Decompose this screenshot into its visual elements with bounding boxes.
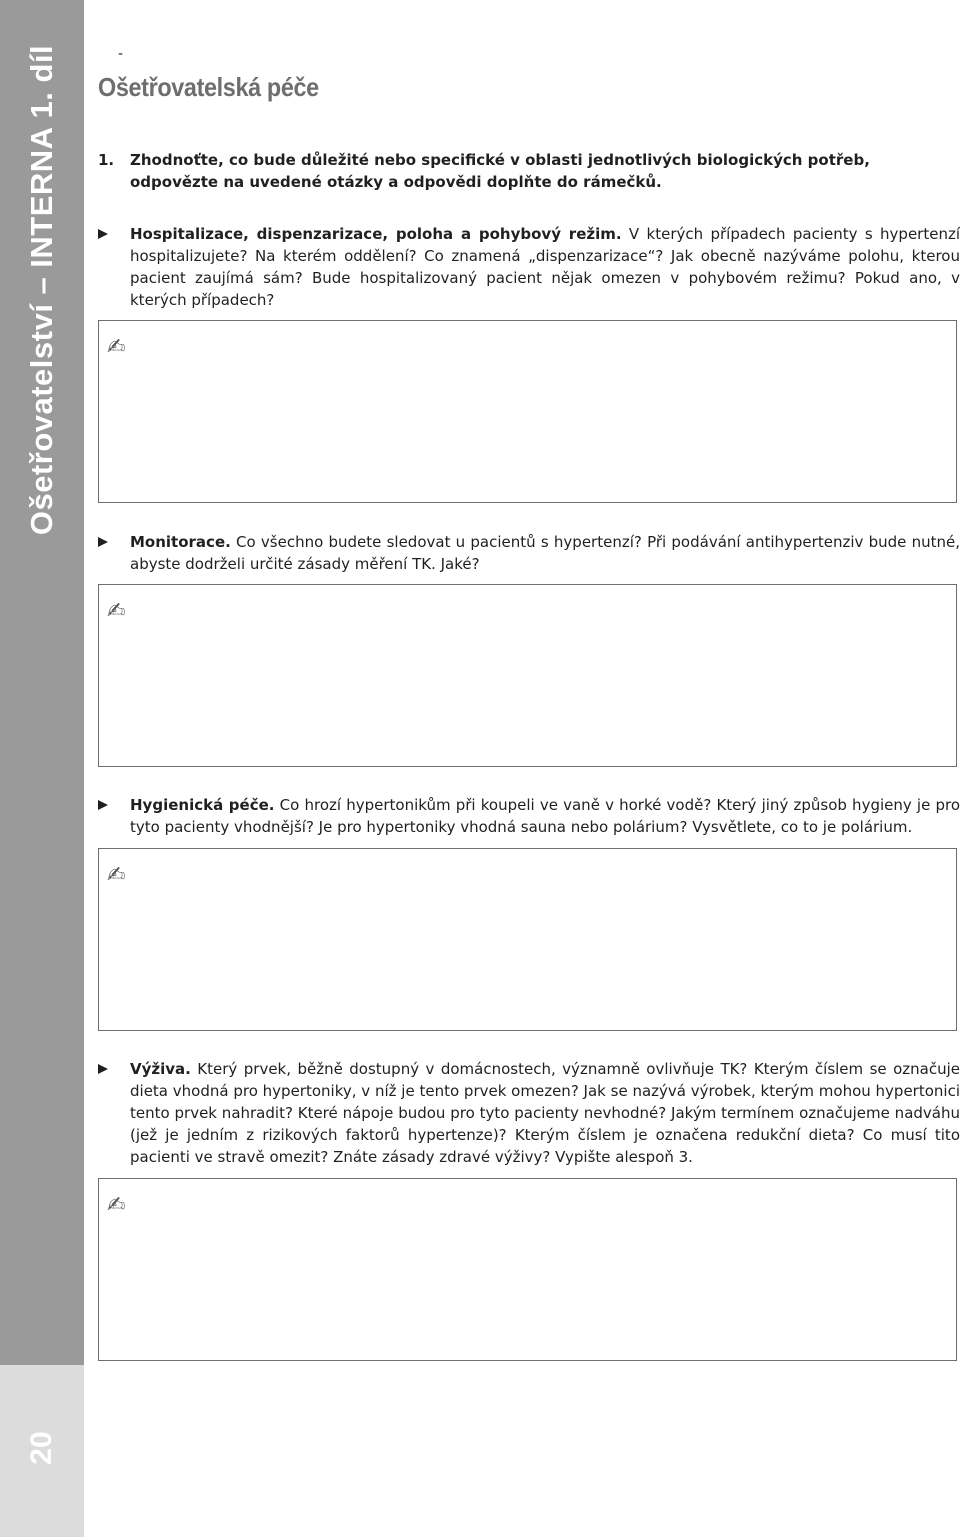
question-text: V kterých případech pacienty s hypertenzí hospitalizujete? Na kterém oddělení? Co znamená „dispenzarizace“? Jak obecně nazýváme polohu, kterou pacient zaujímá sám? Bude hospitalizovaný pacient nějak omezen v pohybovém režimu? Pokud ano, v kterých případech? [130, 225, 960, 309]
task-text: Zhodnoťte, co bude důležité nebo specifické v oblasti jednotlivých biologických potřeb, odpovězte na uvedené otázky a odpovědi doplňte do rámečků. [130, 151, 870, 191]
task-1 [98, 149, 958, 193]
question-vyziva [98, 1058, 960, 1168]
page-number: 20 [25, 1431, 58, 1465]
answer-box-monitorace[interactable] [98, 584, 957, 767]
task-number: 1. [98, 151, 115, 169]
question-hospitalizace [98, 223, 960, 311]
question-label: Výživa. [130, 1060, 191, 1078]
question-label: Monitorace. [130, 533, 231, 551]
bullet-arrow-icon [98, 537, 108, 547]
writing-hand-icon: ✍ [107, 599, 126, 624]
bullet-arrow-icon [98, 229, 108, 239]
question-label: Hygienická péče. [130, 796, 275, 814]
book-title: Ošetřovatelství – INTERNA 1. díl [24, 44, 59, 536]
header-dash: - [118, 46, 124, 62]
answer-box-hospitalizace[interactable] [98, 320, 957, 503]
section-title: Ošetřovatelská péče [98, 72, 319, 102]
answer-box-vyziva[interactable] [98, 1178, 957, 1361]
question-text: Co hrozí hypertonikům při koupeli ve vaně v horké vodě? Který jiný způsob hygieny je pro tyto pacienty vhodnější? Je pro hypertoniky vhodná sauna nebo polárium? Vysvětlete, co to je polárium. [130, 796, 960, 836]
question-text: Který prvek, běžně dostupný v domácnostech, významně ovlivňuje TK? Kterým číslem se označuje dieta vhodná pro hypertoniky, v níž je tento prvek omezen? Jak se nazývá výrobek, kterým mohou hypertonici tento prvek nahradit? Které nápoje budou pro tyto pacienty nevhodné? Jakým termínem označujeme nadváhu (jež je jedním z rizikových faktorů hypertenze)? Kterým číslem je označena redukční dieta? Co musí tito pacienti ve stravě omezit? Znáte zásady zdravé výživy? Vypište alespoň 3. [130, 1060, 960, 1166]
bullet-arrow-icon [98, 800, 108, 810]
question-hygiena [98, 794, 960, 838]
writing-hand-icon: ✍ [107, 863, 126, 888]
writing-hand-icon: ✍ [107, 1193, 126, 1218]
question-monitorace [98, 531, 960, 575]
bullet-arrow-icon [98, 1064, 108, 1074]
writing-hand-icon: ✍ [107, 335, 126, 360]
sidebar [0, 0, 84, 1537]
question-text: Co všechno budete sledovat u pacientů s hypertenzí? Při podávání antihypertenziv bude nutné, abyste dodrželi určité zásady měření TK. Jaké? [130, 533, 960, 573]
question-label: Hospitalizace, dispenzarizace, poloha a pohybový režim. [130, 225, 622, 243]
answer-box-hygiena[interactable] [98, 848, 957, 1031]
